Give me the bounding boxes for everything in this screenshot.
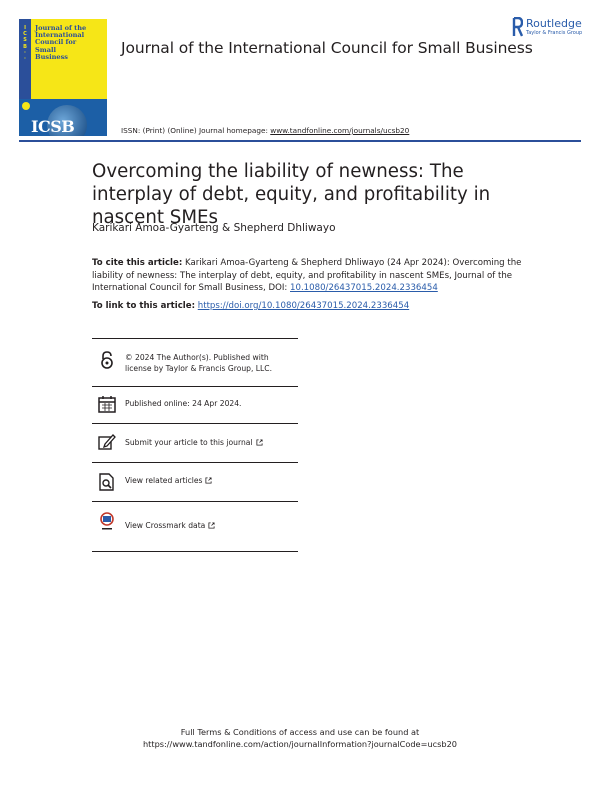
doi-link[interactable]: 10.1080/26437015.2024.2336454 <box>290 283 438 294</box>
related-articles-label: View related articles <box>125 476 203 485</box>
routledge-logo-icon <box>512 17 523 37</box>
related-articles-link[interactable] <box>125 476 212 487</box>
footer-terms-text: Full Terms & Conditions of access and use can be found at <box>180 727 420 737</box>
header-divider <box>19 140 581 142</box>
open-access-icon <box>98 351 116 369</box>
issn-label: ISSN: (Print) (Online) Journal homepage: <box>121 126 271 135</box>
footer-terms-link[interactable]: https://www.tandfonline.com/action/journalInformation?journalCode=ucsb20 <box>142 739 458 749</box>
related-row[interactable] <box>92 463 298 502</box>
article-title: Overcoming the liability of newness: The interplay of debt, equity, and profitability in nascent SMEs <box>92 161 491 228</box>
link-label: To link to this article: <box>92 301 196 311</box>
license-text: © 2024 The Author(s). Published with license by Taylor & Francis Group, LLC. <box>125 353 272 373</box>
crossmark-link[interactable] <box>125 521 215 532</box>
cite-label: To cite this article: <box>92 258 183 268</box>
article-info-panel <box>92 338 298 552</box>
cite-text: Karikari Amoa-Gyarteng & Shepherd Dhliwayo (24 Apr 2024): Overcoming the liability of newness: The interplay of debt, equity, and profitability in nascent SMEs, Journal of the International Council for Small Business, DOI: <box>92 258 522 294</box>
submit-article-label: Submit your article to this journal <box>125 438 253 447</box>
crossmark-icon <box>98 512 116 530</box>
cover-title-line: Small <box>35 45 57 54</box>
submit-row[interactable] <box>92 424 298 463</box>
publisher-tagline: Taylor & Francis Group <box>526 30 583 36</box>
published-date: Published online: 24 Apr 2024. <box>125 399 242 408</box>
journal-homepage-link[interactable]: www.tandfonline.com/journals/ucsb20 <box>270 126 410 135</box>
cover-vertical-text: I C S B · · <box>23 25 27 63</box>
crossmark-row[interactable] <box>92 502 298 552</box>
search-document-icon <box>98 473 116 491</box>
cover-title-line: Business <box>35 52 68 61</box>
edit-icon <box>98 433 116 451</box>
submit-article-link[interactable] <box>125 438 263 449</box>
article-link-line <box>92 301 409 311</box>
journal-cover-image <box>19 19 107 136</box>
seal-icon <box>22 102 30 110</box>
external-link-icon <box>205 477 212 484</box>
crossmark-label: View Crossmark data <box>125 521 206 530</box>
footer <box>0 726 600 750</box>
cover-title-line: International <box>35 31 85 40</box>
article-authors: Karikari Amoa-Gyarteng & Shepherd Dhliwayo <box>92 222 336 234</box>
publisher-name: Routledge <box>526 17 582 30</box>
published-row <box>92 387 298 424</box>
citation-block <box>92 257 522 295</box>
issn-line <box>121 126 409 135</box>
article-url-link[interactable]: https://doi.org/10.1080/26437015.2024.2336454 <box>197 301 410 311</box>
calendar-icon <box>98 395 116 413</box>
external-link-icon <box>208 522 215 529</box>
cover-title <box>35 25 105 61</box>
cover-title-line: Council for <box>35 38 77 47</box>
license-row <box>92 338 298 387</box>
publisher-logo[interactable] <box>512 17 592 41</box>
journal-title: Journal of the International Council for Small Business <box>121 39 533 57</box>
external-link-icon <box>256 439 263 446</box>
cover-logo: ICSB <box>31 117 75 136</box>
cover-title-line: Journal of the <box>35 24 87 32</box>
